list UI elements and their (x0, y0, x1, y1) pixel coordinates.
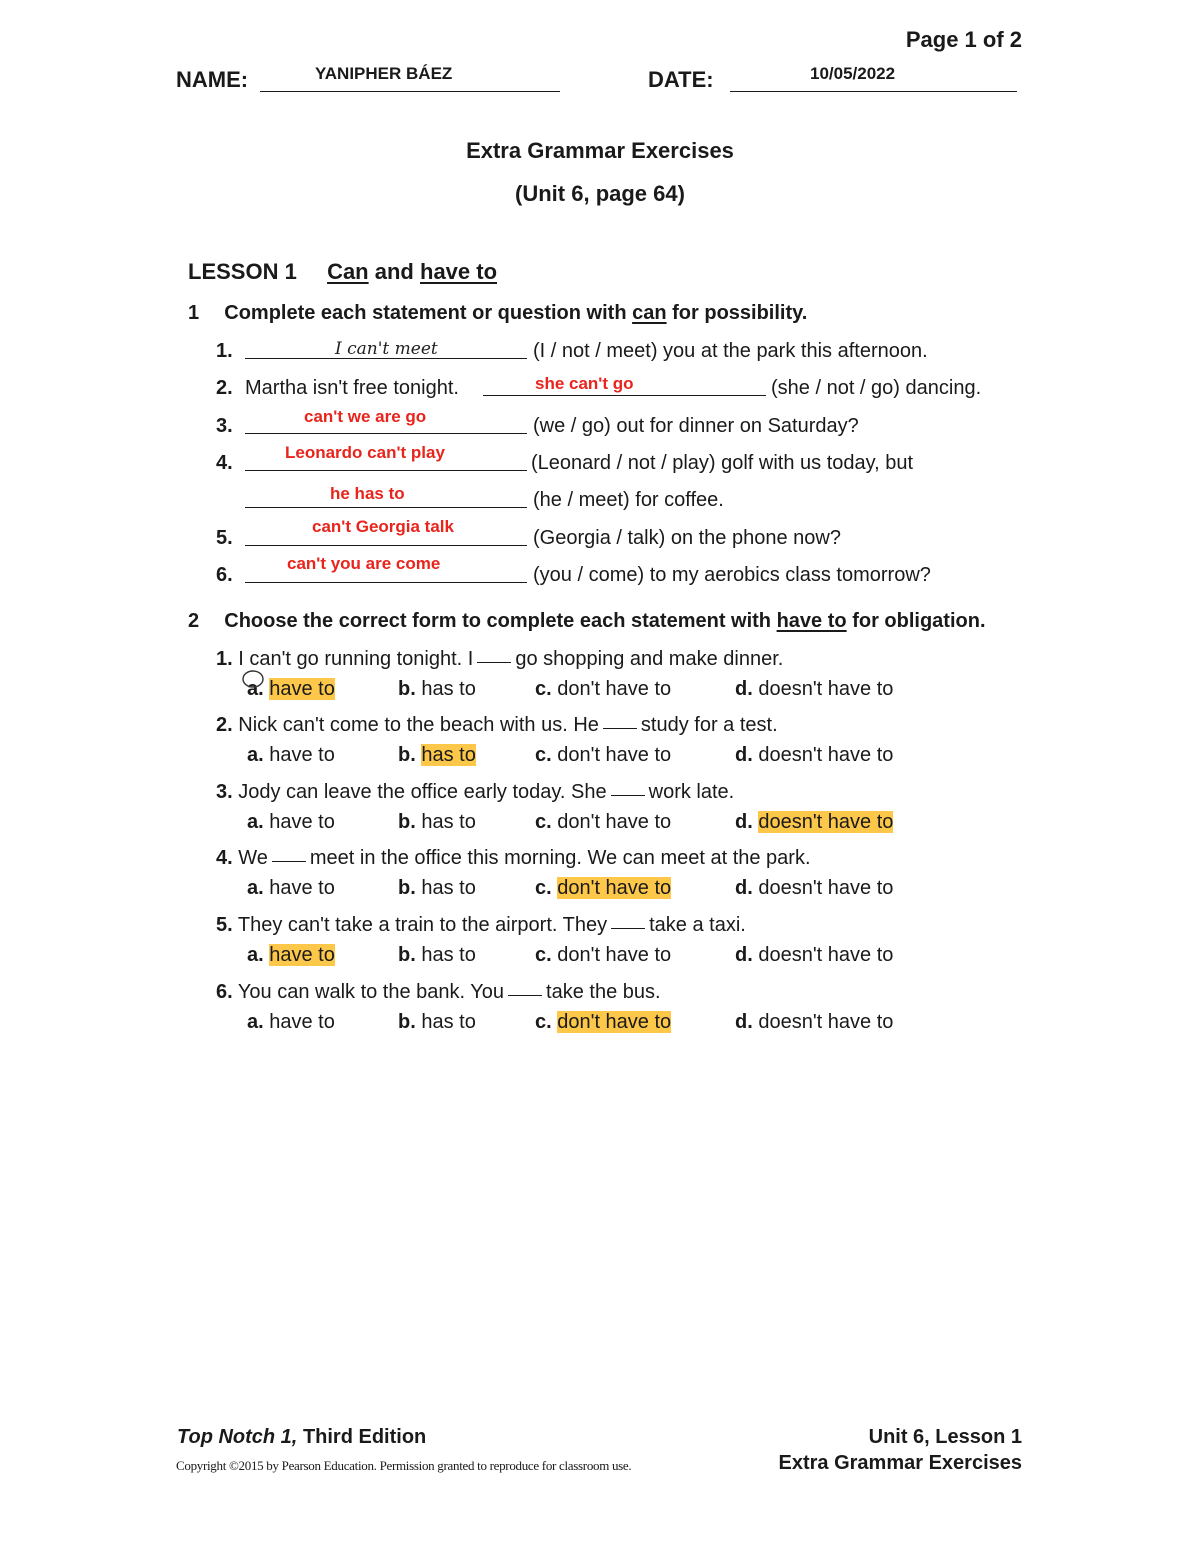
lesson-label: LESSON 1 (188, 259, 297, 284)
ex2-question (216, 714, 778, 737)
ex2-option-a[interactable] (247, 877, 335, 900)
option-text: don't have to (557, 678, 672, 700)
ex2-question (216, 981, 661, 1004)
ex2-item-number: 4. (216, 847, 233, 869)
ex2-blank (611, 794, 645, 796)
ex2-option-b[interactable] (398, 744, 476, 767)
ex2-option-b[interactable] (398, 811, 476, 834)
answer-line (245, 433, 527, 434)
ex2-option-a[interactable] (247, 744, 335, 767)
option-text-selected: don't have to (557, 877, 672, 899)
ex2-question (216, 648, 783, 671)
ex2-option-d[interactable] (735, 1011, 893, 1034)
ex2-question (216, 781, 734, 804)
option-letter: c. (535, 811, 552, 833)
ex2-option-d[interactable] (735, 744, 893, 767)
footer-copyright: Copyright ©2015 by Pearson Education. Permission granted to reproduce for classroom use. (176, 1458, 632, 1473)
option-text-selected: has to (421, 744, 476, 766)
ex2-question-before: Jody can leave the office early today. She (238, 781, 607, 803)
exercise-1-instr-key: can (632, 302, 667, 324)
option-letter: b. (398, 678, 416, 700)
ex1-answer[interactable]: I can't meet (335, 339, 438, 359)
option-letter: d. (735, 678, 753, 700)
option-letter: d. (735, 1011, 753, 1033)
option-letter: c. (535, 678, 552, 700)
answer-line (245, 507, 527, 508)
ex1-item-number: 2. (216, 377, 233, 399)
option-letter: b. (398, 744, 416, 766)
option-text-selected: don't have to (557, 1011, 672, 1033)
ex2-option-b[interactable] (398, 1011, 476, 1034)
option-letter: a. (247, 811, 264, 833)
ex1-item-pre: Martha isn't free tonight. (245, 377, 459, 399)
option-letter: c. (535, 744, 552, 766)
ex1-answer[interactable]: she can't go (535, 374, 634, 393)
option-letter: d. (735, 944, 753, 966)
ex2-item-number: 1. (216, 648, 233, 670)
ex1-item-number: 3. (216, 415, 233, 437)
ex1-item-number: 1. (216, 340, 233, 362)
ex2-item-number: 2. (216, 714, 233, 736)
option-text: has to (421, 811, 476, 833)
exercise-1-instr-pre: Complete each statement or question with (224, 302, 627, 324)
option-letter: a. (247, 944, 264, 966)
footer-section: Extra Grammar Exercises (778, 1452, 1022, 1474)
option-text: don't have to (557, 744, 672, 766)
ex2-option-a[interactable] (247, 1011, 335, 1034)
ex1-item-text: (I / not / meet) you at the park this afternoon. (533, 340, 928, 362)
option-letter: c. (535, 1011, 552, 1033)
answer-line (245, 545, 527, 546)
option-letter: a. (247, 744, 264, 766)
lesson-can: Can (327, 259, 369, 284)
option-letter: c. (535, 877, 552, 899)
answer-line (245, 582, 527, 583)
ex2-option-a[interactable] (247, 944, 335, 967)
option-text: doesn't have to (758, 1011, 894, 1033)
option-letter: b. (398, 944, 416, 966)
ex2-question (216, 914, 746, 937)
name-label: NAME: (176, 67, 249, 92)
option-letter: d. (735, 811, 753, 833)
page-subtitle: (Unit 6, page 64) (515, 181, 685, 206)
option-letter: d. (735, 877, 753, 899)
option-text: has to (421, 1011, 476, 1033)
answer-line (245, 470, 527, 471)
option-text: don't have to (557, 944, 672, 966)
ex1-answer[interactable]: he has to (330, 484, 405, 503)
book-name: Top Notch 1, (177, 1426, 298, 1448)
name-value[interactable]: YANIPHER BÁEZ (315, 64, 453, 83)
option-letter: a. (247, 877, 264, 899)
lesson-heading (188, 259, 497, 285)
page-number: Page 1 of 2 (905, 27, 1022, 52)
name-line (260, 91, 560, 92)
ex1-answer[interactable]: Leonardo can't play (285, 443, 445, 462)
exercise-2-instr-key: have to (776, 610, 847, 632)
ex2-question-before: They can't take a train to the airport. They (237, 914, 608, 936)
option-letter: d. (735, 744, 753, 766)
book-edition: Third Edition (302, 1426, 427, 1448)
option-letter: c. (535, 944, 552, 966)
exercise-2-instr-pre: Choose the correct form to complete each statement with (224, 610, 772, 632)
ex2-item-number: 6. (216, 981, 233, 1003)
ex1-item-text: (she / not / go) dancing. (771, 377, 982, 399)
ex2-option-a[interactable] (247, 811, 335, 834)
ex2-option-b[interactable] (398, 678, 476, 701)
ex1-item-text: (you / come) to my aerobics class tomorrow? (533, 564, 931, 586)
date-value[interactable]: 10/05/2022 (810, 64, 896, 83)
exercise-1-instructions (188, 302, 807, 325)
option-letter: a. (247, 1011, 264, 1033)
ex1-item-text: (Georgia / talk) on the phone now? (533, 527, 841, 549)
ex2-option-c[interactable] (535, 744, 671, 767)
lesson-and: and (374, 259, 414, 284)
ex1-answer[interactable]: can't you are come (287, 554, 441, 573)
option-text-selected: have to (269, 944, 335, 966)
option-text: has to (421, 944, 476, 966)
ex1-item-number: 4. (216, 452, 233, 474)
ex2-question-before: I can't go running tonight. I (238, 648, 474, 670)
ex2-option-d[interactable] (735, 811, 893, 834)
ex1-answer[interactable]: can't we are go (304, 407, 427, 426)
exercise-1-number: 1 (188, 302, 200, 324)
ex2-blank (508, 994, 542, 996)
ex2-question-after: meet in the office this morning. We can meet at the park. (309, 847, 811, 869)
option-text: has to (421, 877, 476, 899)
option-letter: b. (398, 811, 416, 833)
exercise-2-instructions (188, 610, 986, 633)
option-text: have to (269, 1011, 335, 1033)
ex2-question-before: You can walk to the bank. You (237, 981, 505, 1003)
ex2-blank (477, 661, 511, 663)
ex2-option-c[interactable] (535, 811, 671, 834)
ex2-question-after: go shopping and make dinner. (515, 648, 784, 670)
ex2-option-d[interactable] (735, 678, 893, 701)
answer-line (483, 395, 766, 396)
ex2-blank (603, 727, 637, 729)
ex2-option-c[interactable] (535, 877, 671, 900)
option-text: has to (421, 678, 476, 700)
lesson-have-to: have to (420, 259, 498, 284)
ex2-option-c[interactable] (535, 944, 671, 967)
date-label: DATE: (648, 67, 714, 92)
ex2-question (216, 847, 811, 870)
ex2-blank (272, 860, 306, 862)
footer-book-title (177, 1426, 426, 1449)
ex1-item-text: (we / go) out for dinner on Saturday? (533, 415, 859, 437)
pen-circle-mark (239, 668, 267, 692)
ex2-item-number: 3. (216, 781, 233, 803)
ex1-item-text: (he / meet) for coffee. (533, 489, 724, 511)
ex1-item-text: (Leonard / not / play) golf with us today, but (531, 452, 914, 474)
ex1-answer[interactable]: can't Georgia talk (312, 517, 454, 536)
ex2-question-after: work late. (648, 781, 735, 803)
footer-unit: Unit 6, Lesson 1 (868, 1426, 1022, 1448)
ex1-item-number: 6. (216, 564, 233, 586)
option-text: doesn't have to (758, 877, 894, 899)
ex2-option-c[interactable] (535, 678, 671, 701)
option-letter: b. (398, 877, 416, 899)
ex2-option-d[interactable] (735, 944, 893, 967)
option-text: doesn't have to (758, 944, 894, 966)
ex2-item-number: 5. (216, 914, 233, 936)
exercise-2-number: 2 (188, 610, 200, 632)
option-letter: a. (247, 678, 264, 700)
option-text: don't have to (557, 811, 672, 833)
option-letter: b. (398, 1011, 416, 1033)
option-text-selected: have to (269, 678, 335, 700)
page-title: Extra Grammar Exercises (466, 138, 734, 163)
ex2-option-d[interactable] (735, 877, 893, 900)
ex2-blank (611, 927, 645, 929)
ex2-question-after: take the bus. (546, 981, 661, 1003)
option-text-selected: doesn't have to (758, 811, 894, 833)
ex2-option-b[interactable] (398, 944, 476, 967)
ex1-item-number: 5. (216, 527, 233, 549)
option-text: doesn't have to (758, 678, 894, 700)
ex2-question-before: We (238, 847, 268, 869)
option-text: doesn't have to (758, 744, 894, 766)
option-text: have to (269, 744, 335, 766)
date-line (730, 91, 1017, 92)
ex2-option-b[interactable] (398, 877, 476, 900)
option-text: have to (269, 877, 335, 899)
ex2-question-after: take a taxi. (649, 914, 746, 936)
exercise-1-instr-post: for possibility. (672, 302, 808, 324)
ex2-option-c[interactable] (535, 1011, 671, 1034)
ex2-question-after: study for a test. (640, 714, 778, 736)
ex2-question-before: Nick can't come to the beach with us. He (238, 714, 599, 736)
exercise-2-instr-post: for obligation. (852, 610, 986, 632)
option-text: have to (269, 811, 335, 833)
